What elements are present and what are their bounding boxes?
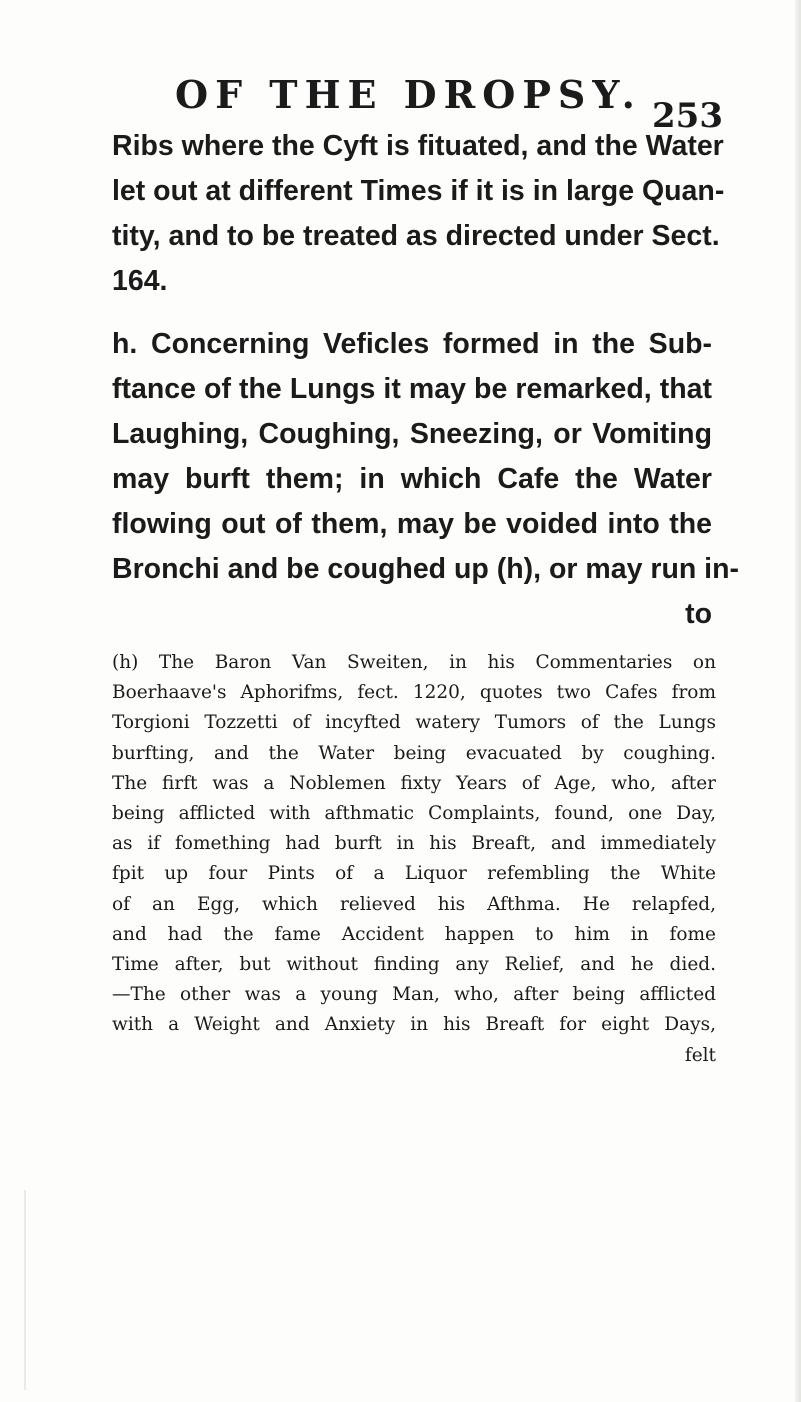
running-title: OF THE DROPSY. (175, 72, 642, 117)
text-line: h. Concerning Veficles formed in the Sub- (112, 328, 712, 360)
paragraph-gap (112, 304, 712, 322)
catchword: to (685, 598, 712, 630)
text-line: Bronchi and be coughed up (h), or may run in- (112, 553, 739, 585)
text-line: flowing out of them, may be voided into the (112, 508, 712, 540)
footnote-line: (h) The Baron Van Sweiten, in his Commentaries on (112, 652, 716, 673)
footnote-line: of an Egg, which relieved his Afthma. He relapfed, (112, 893, 716, 915)
text-line: may burft them; in which Cafe the Water (112, 463, 712, 495)
footnote-line: Boerhaave's Aphorifms, fect. 1220, quotes two Cafes from (112, 682, 716, 704)
footnote-line: Time after, but without finding any Relief, and he died. (112, 954, 716, 976)
text-line: tity, and to be treated as directed under Sect. (112, 220, 720, 252)
footnote-line: with a Weight and Anxiety in his Breaft for eight Days, (112, 1014, 716, 1036)
footnote-line: and had the fame Accident happen to him in fome (112, 923, 716, 945)
footnote (112, 648, 716, 1071)
footnote-line: fpit up four Pints of a Liquor refembling the White (112, 863, 716, 885)
footnote-line: Torgioni Tozzetti of incyfted watery Tumors of the Lungs (112, 712, 716, 734)
footnote-line: as if fomething had burft in his Breaft, and immediately (112, 833, 716, 855)
footnote-line: —The other was a young Man, who, after being afflicted (112, 984, 716, 1006)
text-line: Laughing, Coughing, Sneezing, or Vomiting (112, 418, 712, 450)
page-edge-shadow (795, 0, 801, 1402)
main-text (112, 124, 739, 637)
footnote-line: burfting, and the Water being evacuated by coughing. (112, 742, 716, 764)
text-line: let out at different Times if it is in large Quan- (112, 175, 725, 207)
scan-margin-mark (24, 1190, 26, 1390)
text-line: 164. (112, 265, 168, 297)
footnote-line: being afflicted with afthmatic Complaints, found, one Day, (112, 803, 716, 825)
page-number: 253 (652, 96, 723, 136)
footnote-line: The firft was a Noblemen fixty Years of Age, who, after (112, 772, 716, 794)
text-line: ftance of the Lungs it may be remarked, that (112, 373, 712, 405)
footnote-catchword: felt (684, 1044, 716, 1066)
text-line: Ribs where the Cyft is fituated, and the Water (112, 130, 724, 162)
